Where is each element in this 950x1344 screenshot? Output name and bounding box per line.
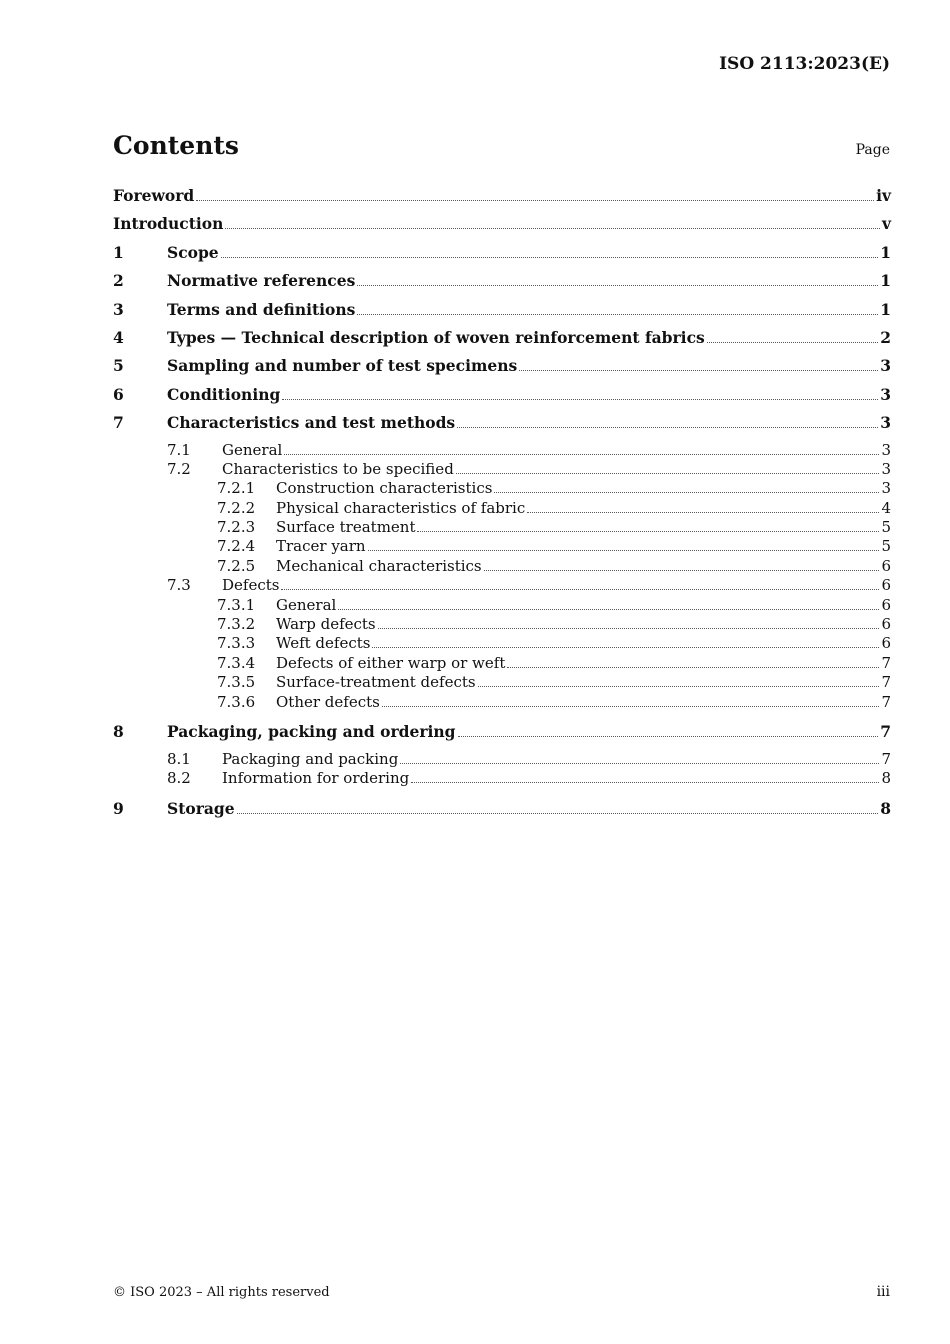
toc-entry-label: Tracer yarn (276, 537, 366, 556)
toc-entry-label: Normative references (167, 271, 356, 291)
toc-entry-number: 7.2 (167, 459, 191, 478)
toc-entry-label: General (276, 595, 337, 614)
toc-entry-label: Storage (167, 798, 235, 818)
toc-entry-page: 6 (881, 556, 891, 575)
toc-entry-number: 7.3.4 (217, 653, 256, 672)
toc-entry[interactable] (113, 693, 891, 722)
dot-leader (484, 570, 880, 571)
toc-entry-label: Defects (222, 576, 280, 595)
dot-leader (281, 589, 879, 590)
dot-leader (378, 628, 880, 629)
toc-entry-page: 7 (880, 722, 891, 742)
toc-entry-number: 7 (113, 413, 124, 433)
toc-entry-label: Types — Technical description of woven reinforcement fabrics (167, 327, 705, 347)
toc-entry-label: Packaging, packing and ordering (167, 722, 456, 742)
table-of-contents (113, 185, 891, 826)
toc-entry-page: 4 (881, 498, 891, 517)
footer-page-number: iii (876, 1284, 890, 1300)
toc-entry-label: Physical characteristics of fabric (276, 498, 526, 517)
toc-entry[interactable] (113, 798, 891, 826)
dot-leader (400, 763, 879, 764)
toc-entry-label: Scope (167, 242, 219, 262)
toc-entry-page: 3 (880, 356, 891, 376)
dot-leader (382, 706, 880, 707)
toc-entry-page: 7 (881, 673, 891, 692)
dot-leader (417, 531, 879, 532)
contents-title: Contents (113, 131, 240, 160)
dot-leader (478, 686, 880, 687)
toc-entry[interactable] (113, 576, 891, 595)
dot-leader (372, 647, 879, 648)
toc-entry[interactable] (113, 499, 891, 518)
toc-entry[interactable] (113, 596, 891, 615)
toc-entry[interactable] (113, 518, 891, 537)
dot-leader (458, 736, 879, 737)
toc-entry-number: 8 (113, 722, 124, 742)
dot-leader (494, 492, 879, 493)
toc-entry-number: 7.2.4 (217, 537, 256, 556)
toc-entry-page: 1 (880, 299, 891, 319)
toc-entry-number: 7.2.5 (217, 556, 256, 575)
toc-entry-number: 7.3.1 (217, 595, 256, 614)
dot-leader (519, 370, 878, 371)
dot-leader (527, 512, 879, 513)
toc-entry[interactable] (113, 270, 891, 298)
toc-entry-number: 8.2 (167, 768, 191, 787)
toc-entry-label: Packaging and packing (222, 749, 399, 768)
toc-entry-page: 1 (880, 242, 891, 262)
toc-entry-page: 8 (881, 768, 891, 787)
toc-entry-number: 7.3.3 (217, 634, 256, 653)
toc-entry-label: General (222, 440, 283, 459)
toc-entry-page: 7 (881, 749, 891, 768)
toc-entry-number: 9 (113, 798, 124, 818)
toc-entry-number: 5 (113, 356, 124, 376)
toc-entry[interactable] (113, 355, 891, 383)
toc-entry-page: 7 (881, 692, 891, 711)
toc-entry-label: Characteristics and test methods (167, 413, 456, 433)
toc-entry-number: 7.3.6 (217, 692, 256, 711)
toc-entry-number: 2 (113, 271, 124, 291)
toc-entry[interactable] (113, 721, 891, 749)
toc-entry-number: 7.3 (167, 576, 191, 595)
toc-entry-label: Other defects (276, 692, 380, 711)
toc-entry-label: Weft defects (276, 634, 371, 653)
toc-entry[interactable] (113, 673, 891, 692)
toc-entry-page: 5 (881, 518, 891, 537)
toc-entry[interactable] (113, 479, 891, 498)
dot-leader (507, 667, 879, 668)
toc-entry[interactable] (113, 460, 891, 479)
toc-entry-page: 6 (881, 576, 891, 595)
dot-leader (368, 550, 880, 551)
toc-entry-page: 3 (880, 413, 891, 433)
toc-entry[interactable] (113, 634, 891, 653)
dot-leader (282, 399, 878, 400)
toc-entry-label: Surface treatment (276, 518, 416, 537)
toc-entry[interactable] (113, 185, 891, 213)
toc-entry-label: Mechanical characteristics (276, 556, 482, 575)
toc-entry-page: 7 (881, 653, 891, 672)
toc-entry-page: 6 (881, 595, 891, 614)
dot-leader (357, 285, 878, 286)
toc-entry[interactable] (113, 412, 891, 440)
toc-entry-page: iv (876, 186, 891, 205)
toc-entry-label: Characteristics to be specified (222, 459, 454, 478)
toc-entry-number: 7.2.2 (217, 498, 256, 517)
dot-leader (411, 782, 879, 783)
toc-entry-label: Conditioning (167, 384, 281, 404)
footer-copyright: © ISO 2023 – All rights reserved (113, 1285, 330, 1300)
toc-entry-label: Surface-treatment defects (276, 673, 476, 692)
dot-leader (707, 342, 878, 343)
toc-entry[interactable] (113, 384, 891, 412)
toc-entry-label: Introduction (113, 214, 224, 234)
toc-entry-page: 6 (881, 615, 891, 634)
toc-entry-page: 1 (880, 271, 891, 291)
toc-entry[interactable] (113, 537, 891, 556)
toc-entry-page: 8 (880, 798, 891, 818)
toc-entry-label: Foreword (113, 186, 195, 205)
toc-entry[interactable] (113, 615, 891, 634)
page-column-label: Page (855, 142, 890, 158)
toc-entry-number: 8.1 (167, 749, 191, 768)
toc-entry-number: 7.2.3 (217, 518, 256, 537)
toc-entry-number: 4 (113, 327, 124, 347)
toc-entry-label: Defects of either warp or weft (276, 653, 506, 672)
toc-entry-page: 3 (881, 440, 891, 459)
dot-leader (338, 609, 879, 610)
toc-entry-page: 2 (880, 327, 891, 347)
dot-leader (284, 454, 879, 455)
dot-leader (237, 813, 879, 814)
toc-entry-page: 3 (880, 384, 891, 404)
toc-entry[interactable] (113, 750, 891, 769)
toc-entry[interactable] (113, 213, 891, 241)
toc-entry-label: Warp defects (276, 615, 376, 634)
toc-entry-number: 1 (113, 242, 124, 262)
toc-entry-label: Construction characteristics (276, 479, 493, 498)
toc-entry-number: 6 (113, 384, 124, 404)
dot-leader (225, 228, 880, 229)
dot-leader (196, 200, 874, 201)
toc-entry-page: 3 (881, 459, 891, 478)
dot-leader (221, 257, 879, 258)
toc-entry[interactable] (113, 654, 891, 673)
toc-entry-number: 7.1 (167, 440, 191, 459)
toc-entry[interactable] (113, 242, 891, 270)
toc-entry-page: v (881, 214, 891, 234)
dot-leader (457, 427, 878, 428)
dot-leader (357, 314, 878, 315)
dot-leader (456, 473, 880, 474)
toc-entry-page: 6 (881, 634, 891, 653)
toc-entry-page: 5 (881, 537, 891, 556)
toc-entry-number: 7.3.5 (217, 673, 256, 692)
toc-entry-number: 7.2.1 (217, 479, 256, 498)
toc-entry[interactable] (113, 441, 891, 460)
toc-entry[interactable] (113, 299, 891, 327)
document-id: ISO 2113:2023(E) (719, 54, 890, 74)
toc-entry-label: Information for ordering (222, 768, 410, 787)
toc-entry-number: 3 (113, 299, 124, 319)
toc-entry[interactable] (113, 769, 891, 798)
toc-entry-label: Sampling and number of test specimens (167, 356, 518, 376)
toc-entry-page: 3 (881, 479, 891, 498)
toc-entry[interactable] (113, 327, 891, 355)
toc-entry-label: Terms and definitions (167, 299, 356, 319)
toc-entry-number: 7.3.2 (217, 615, 256, 634)
toc-entry[interactable] (113, 557, 891, 576)
